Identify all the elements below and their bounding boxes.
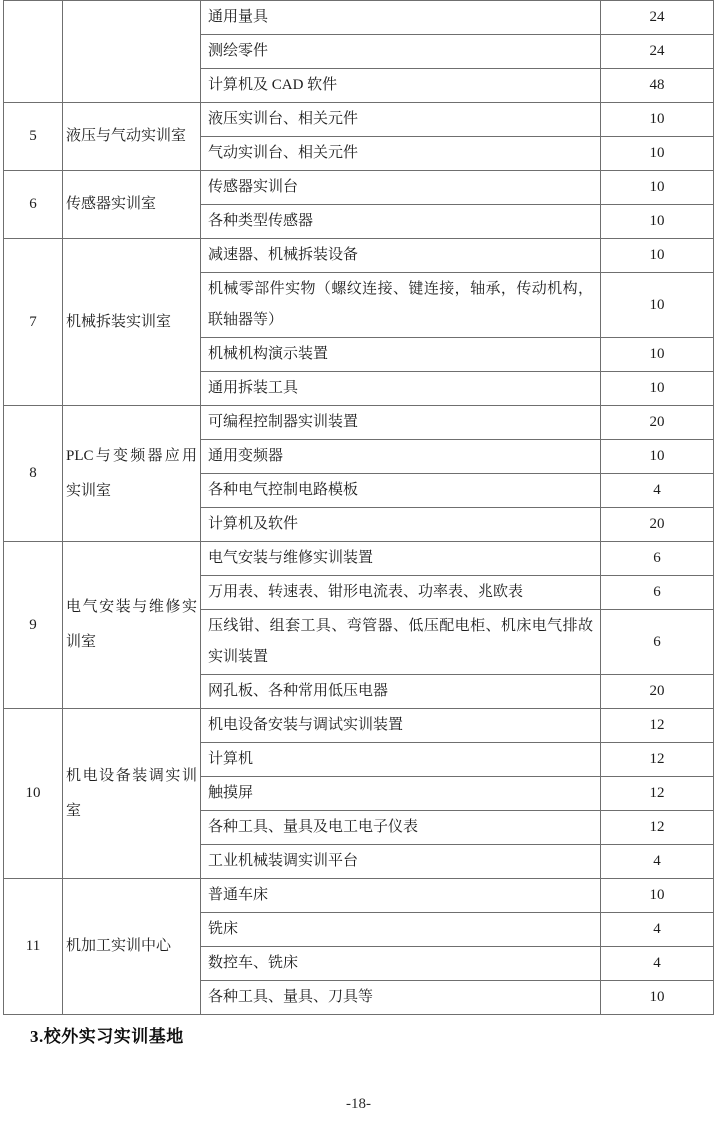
table-row: [4, 879, 714, 913]
equipment-name-cell: 液压实训台、相关元件: [201, 103, 601, 137]
quantity-cell: 24: [601, 35, 714, 69]
quantity-cell: 12: [601, 709, 714, 743]
quantity-cell: 10: [601, 338, 714, 372]
room-name-cell: 机电设备装调实训室: [63, 709, 201, 879]
equipment-name-cell: 通用量具: [201, 1, 601, 35]
room-number-cell: 5: [4, 103, 63, 171]
equipment-name-cell: 可编程控制器实训装置: [201, 406, 601, 440]
quantity-cell: 20: [601, 406, 714, 440]
room-number-cell: [4, 1, 63, 103]
table-row: [4, 1, 714, 35]
quantity-cell: 24: [601, 1, 714, 35]
quantity-cell: 10: [601, 372, 714, 406]
quantity-cell: 10: [601, 171, 714, 205]
equipment-name-cell: 计算机及 CAD 软件: [201, 69, 601, 103]
room-name-cell: 液压与气动实训室: [63, 103, 201, 171]
equipment-name-cell: 触摸屏: [201, 777, 601, 811]
quantity-cell: 48: [601, 69, 714, 103]
equipment-table-body: [4, 1, 714, 1015]
room-name-cell: 传感器实训室: [63, 171, 201, 239]
equipment-name-cell: 传感器实训台: [201, 171, 601, 205]
quantity-cell: 10: [601, 239, 714, 273]
equipment-table: [3, 0, 714, 1015]
equipment-name-cell: 减速器、机械拆装设备: [201, 239, 601, 273]
table-row: [4, 171, 714, 205]
equipment-name-cell: 电气安装与维修实训装置: [201, 542, 601, 576]
table-row: [4, 239, 714, 273]
equipment-name-cell: 测绘零件: [201, 35, 601, 69]
equipment-name-cell: 机械机构演示装置: [201, 338, 601, 372]
quantity-cell: 10: [601, 440, 714, 474]
quantity-cell: 12: [601, 811, 714, 845]
equipment-name-cell: 各种类型传感器: [201, 205, 601, 239]
quantity-cell: 10: [601, 879, 714, 913]
equipment-name-cell: 各种工具、量具及电工电子仪表: [201, 811, 601, 845]
quantity-cell: 6: [601, 576, 714, 610]
equipment-name-cell: 机械零部件实物（螺纹连接、键连接，轴承，传动机构，联轴器等）: [201, 273, 601, 338]
quantity-cell: 4: [601, 845, 714, 879]
room-number-cell: 11: [4, 879, 63, 1015]
room-name-cell: 电气安装与维修实训室: [63, 542, 201, 709]
room-name-cell: 机械拆装实训室: [63, 239, 201, 406]
room-number-cell: 10: [4, 709, 63, 879]
room-name-cell: PLC与变频器应用实训室: [63, 406, 201, 542]
room-number-cell: 6: [4, 171, 63, 239]
quantity-cell: 4: [601, 474, 714, 508]
equipment-name-cell: 压线钳、组套工具、弯管器、低压配电柜、机床电气排故实训装置: [201, 610, 601, 675]
table-row: [4, 406, 714, 440]
room-number-cell: 7: [4, 239, 63, 406]
quantity-cell: 12: [601, 743, 714, 777]
quantity-cell: 10: [601, 103, 714, 137]
equipment-name-cell: 气动实训台、相关元件: [201, 137, 601, 171]
room-number-cell: 9: [4, 542, 63, 709]
quantity-cell: 20: [601, 675, 714, 709]
quantity-cell: 6: [601, 610, 714, 675]
equipment-name-cell: 网孔板、各种常用低压电器: [201, 675, 601, 709]
section-heading: 3.校外实习实训基地: [30, 1027, 184, 1046]
table-row: [4, 103, 714, 137]
equipment-name-cell: 数控车、铣床: [201, 947, 601, 981]
quantity-cell: 10: [601, 273, 714, 338]
equipment-name-cell: 通用拆装工具: [201, 372, 601, 406]
quantity-cell: 4: [601, 913, 714, 947]
room-name-cell: [63, 1, 201, 103]
equipment-name-cell: 普通车床: [201, 879, 601, 913]
quantity-cell: 20: [601, 508, 714, 542]
quantity-cell: 10: [601, 205, 714, 239]
equipment-name-cell: 各种电气控制电路模板: [201, 474, 601, 508]
page-number: -18-: [346, 1096, 371, 1112]
equipment-name-cell: 计算机及软件: [201, 508, 601, 542]
equipment-name-cell: 机电设备安装与调试实训装置: [201, 709, 601, 743]
equipment-name-cell: 计算机: [201, 743, 601, 777]
equipment-name-cell: 铣床: [201, 913, 601, 947]
quantity-cell: 10: [601, 981, 714, 1015]
equipment-name-cell: 万用表、转速表、钳形电流表、功率表、兆欧表: [201, 576, 601, 610]
equipment-name-cell: 通用变频器: [201, 440, 601, 474]
equipment-name-cell: 工业机械装调实训平台: [201, 845, 601, 879]
room-name-cell: 机加工实训中心: [63, 879, 201, 1015]
equipment-name-cell: 各种工具、量具、刀具等: [201, 981, 601, 1015]
table-row: [4, 542, 714, 576]
quantity-cell: 6: [601, 542, 714, 576]
quantity-cell: 12: [601, 777, 714, 811]
quantity-cell: 4: [601, 947, 714, 981]
quantity-cell: 10: [601, 137, 714, 171]
room-number-cell: 8: [4, 406, 63, 542]
table-row: [4, 709, 714, 743]
